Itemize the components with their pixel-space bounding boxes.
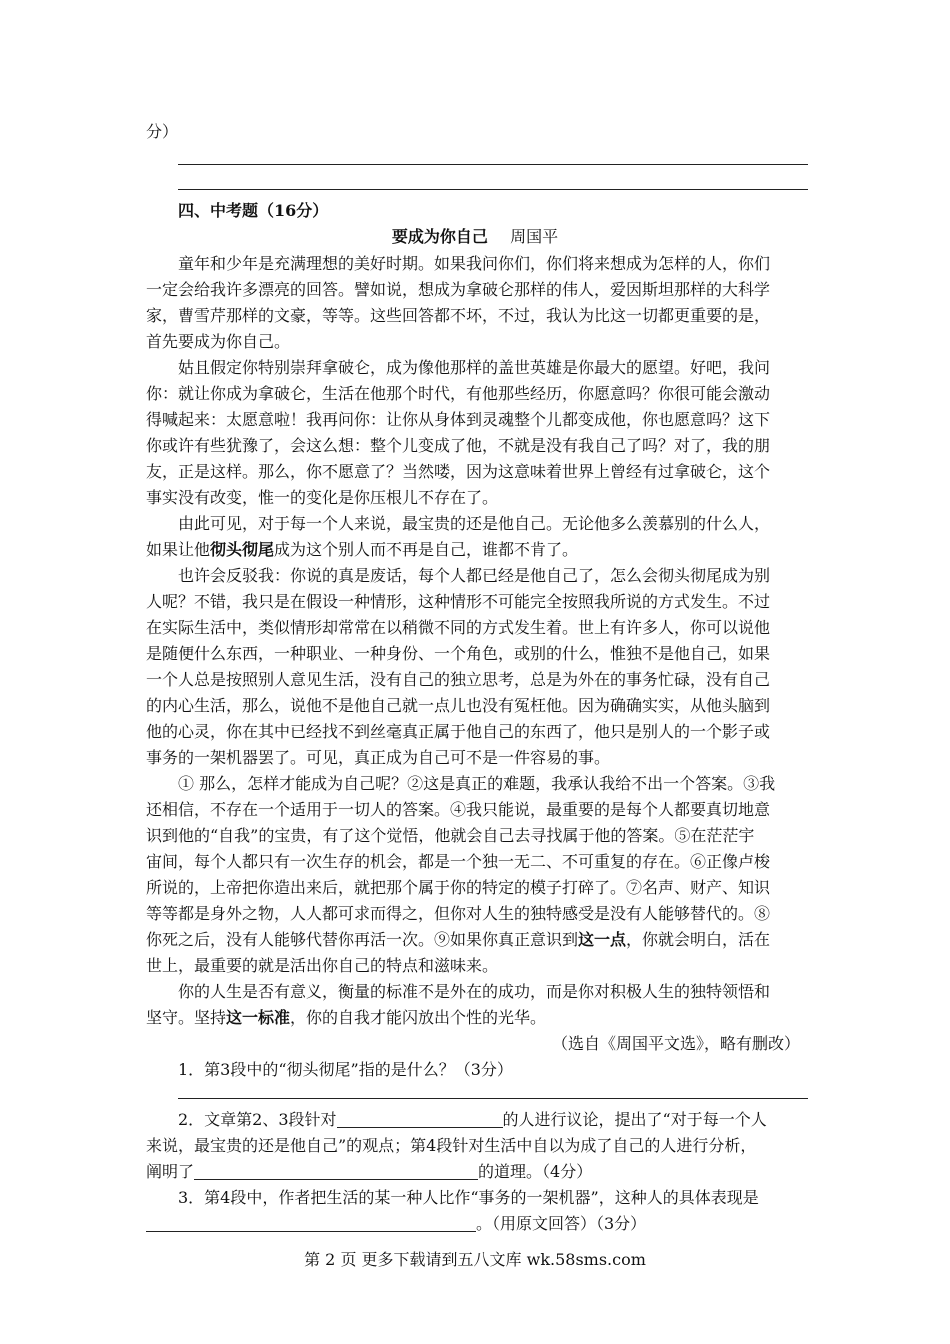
text-run: ，你的自我才能闪放出个性的光华。 (290, 1008, 547, 1027)
fill-blank[interactable] (146, 1213, 476, 1232)
paragraph-line: 事实没有改变，惟一的变化是你压根儿不存在了。 (146, 488, 499, 507)
paragraph-line: 一个人总是按照别人意见生活，没有自己的独立思考，总是为外在的事务忙碌，没有自己 (146, 670, 771, 689)
answer-line (178, 164, 808, 165)
question-3-line (146, 1210, 808, 1237)
paragraph-line: 的内心生活，那么，说他不是他自己就一点儿也没有冤枉他。因为确确实实，从他头脑到 (146, 696, 771, 715)
text-run: 。（用原文回答）（3分） (476, 1214, 647, 1233)
paragraph-line: 所说的，上帝把你造出来后，就把那个属于你的特定的模子打碎了。⑦名声、财产、知识 (146, 878, 771, 897)
text-run: 的道理。（4分） (478, 1162, 593, 1181)
paragraph-line: 首先要成为你自己。 (146, 332, 291, 351)
paragraph-line: 童年和少年是充满理想的美好时期。如果我问你们，你们将来想成为怎样的人，你们 (178, 254, 771, 273)
answer-line-q1[interactable] (178, 1098, 808, 1099)
paragraph-line: 你或许有些犹豫了，会这么想：整个儿变成了他，不就是没有我自己了吗？对了，我的朋 (146, 436, 771, 455)
paragraph-line: 他的心灵，你在其中已经找不到丝毫真正属于他自己的东西了，他只是别人的一个影子或 (146, 722, 771, 741)
text-run: 成为这个别人而不再是自己，谁都不肯了。 (274, 540, 579, 559)
article-title-row (0, 223, 950, 250)
section-heading: 四、中考题（16分） (178, 201, 329, 220)
question-2-line (178, 1106, 808, 1133)
paragraph-line (146, 1004, 808, 1031)
fill-blank[interactable] (337, 1109, 503, 1128)
article-source: （选自《周国平文选》，略有删改） (551, 1034, 800, 1053)
text-run: 2．文章第2、3段针对 (178, 1110, 337, 1129)
paragraph-line: 由此可见，对于每一个人来说，最宝贵的还是他自己。无论他多么羡慕别的什么人， (178, 514, 771, 533)
paragraph-line: 你：就让你成为拿破仑，生活在他那个时代，有他那些经历，你愿意吗？你很可能会激动 (146, 384, 771, 403)
text-run: ，你就会明白，活在 (626, 930, 771, 949)
page-footer: 第 2 页 更多下载请到五八文库 wk.58sms.com (304, 1250, 646, 1269)
paragraph-line: 世上，最重要的就是活出你自己的特点和滋味来。 (146, 956, 499, 975)
paragraph-line: 识到他的“自我”的宝贵，有了这个觉悟，他就会自己去寻找属于他的答案。⑤在茫茫宇 (146, 826, 755, 845)
fill-blank[interactable] (194, 1161, 478, 1180)
article-title: 要成为你自己 (391, 227, 488, 246)
paragraph-line: 姑且假定你特别崇拜拿破仑，成为像他那样的盖世英雄是你最大的愿望。好吧，我问 (178, 358, 771, 377)
paragraph-line: 也许会反驳我：你说的真是废话，每个人都已经是他自己了，怎么会彻头彻尾成为别 (178, 566, 771, 585)
paragraph-line (146, 536, 808, 563)
paragraph-line: 事务的一架机器罢了。可见，真正成为自己可不是一件容易的事。 (146, 748, 611, 767)
bold-phrase: 这一点 (578, 930, 627, 949)
question-2-line (146, 1158, 808, 1185)
bold-phrase: 彻头彻尾 (210, 540, 275, 559)
paragraph-line: ① 那么，怎样才能成为自己呢？②这是真正的难题，我承认我给不出一个答案。③我 (178, 774, 776, 793)
top-fragment: 分） (146, 122, 179, 141)
paragraph-line: 等等都是身外之物，人人都可求而得之，但你对人生的独特感受是没有人能够替代的。⑧ (146, 904, 771, 923)
paragraph-line: 得喊起来：太愿意啦！我再问你：让你从身体到灵魂整个儿都变成他，你也愿意吗？这下 (146, 410, 771, 429)
question-2-line: 来说，最宝贵的还是他自己”的观点；第4段针对生活中自以为成了自己的人进行分析， (146, 1136, 757, 1155)
paragraph-line: 家，曹雪芹那样的文豪，等等。这些回答都不坏，不过，我认为比这一切都更重要的是， (146, 306, 771, 325)
paragraph-line: 一定会给我许多漂亮的回答。譬如说，想成为拿破仑那样的伟人，爱因斯坦那样的大科学 (146, 280, 771, 299)
paragraph-line: 友，正是这样。那么，你不愿意了？当然喽，因为这意味着世界上曾经有过拿破仑，这个 (146, 462, 771, 481)
text-run: 你死之后，没有人能够代替你再活一次。⑨如果你真正意识到 (146, 930, 579, 949)
text-run: 坚守。坚持 (146, 1008, 227, 1027)
paragraph-line (146, 926, 808, 953)
text-run: 如果让他 (146, 540, 211, 559)
question-3-line: 3．第4段中，作者把生活的某一种人比作“事务的一架机器”，这种人的具体表现是 (178, 1188, 759, 1207)
paragraph-line: 是随便什么东西，一种职业、一种身份、一个角色，或别的什么，惟独不是他自己，如果 (146, 644, 771, 663)
paragraph-line: 你的人生是否有意义，衡量的标准不是外在的成功，而是你对积极人生的独特领悟和 (178, 982, 771, 1001)
paragraph-line: 宙间，每个人都只有一次生存的机会，都是一个独一无二、不可重复的存在。⑥正像卢梭 (146, 852, 771, 871)
paragraph-line: 还相信，不存在一个适用于一切人的答案。④我只能说，最重要的是每个人都要真切地意 (146, 800, 771, 819)
paragraph-line: 在实际生活中，类似情形却常常在以稍微不同的方式发生着。世上有许多人，你可以说他 (146, 618, 771, 637)
answer-line (178, 189, 808, 190)
question-1: 1．第3段中的“彻头彻尾”指的是什么？（3分） (178, 1060, 513, 1079)
text-run: 阐明了 (146, 1162, 195, 1181)
bold-phrase: 这一标准 (226, 1008, 291, 1027)
article-author: 周国平 (510, 227, 559, 246)
text-run: 的人进行议论，提出了“对于每一个人 (502, 1110, 767, 1129)
paragraph-line: 人呢？不错，我只是在假设一种情形，这种情形不可能完全按照我所说的方式发生。不过 (146, 592, 771, 611)
